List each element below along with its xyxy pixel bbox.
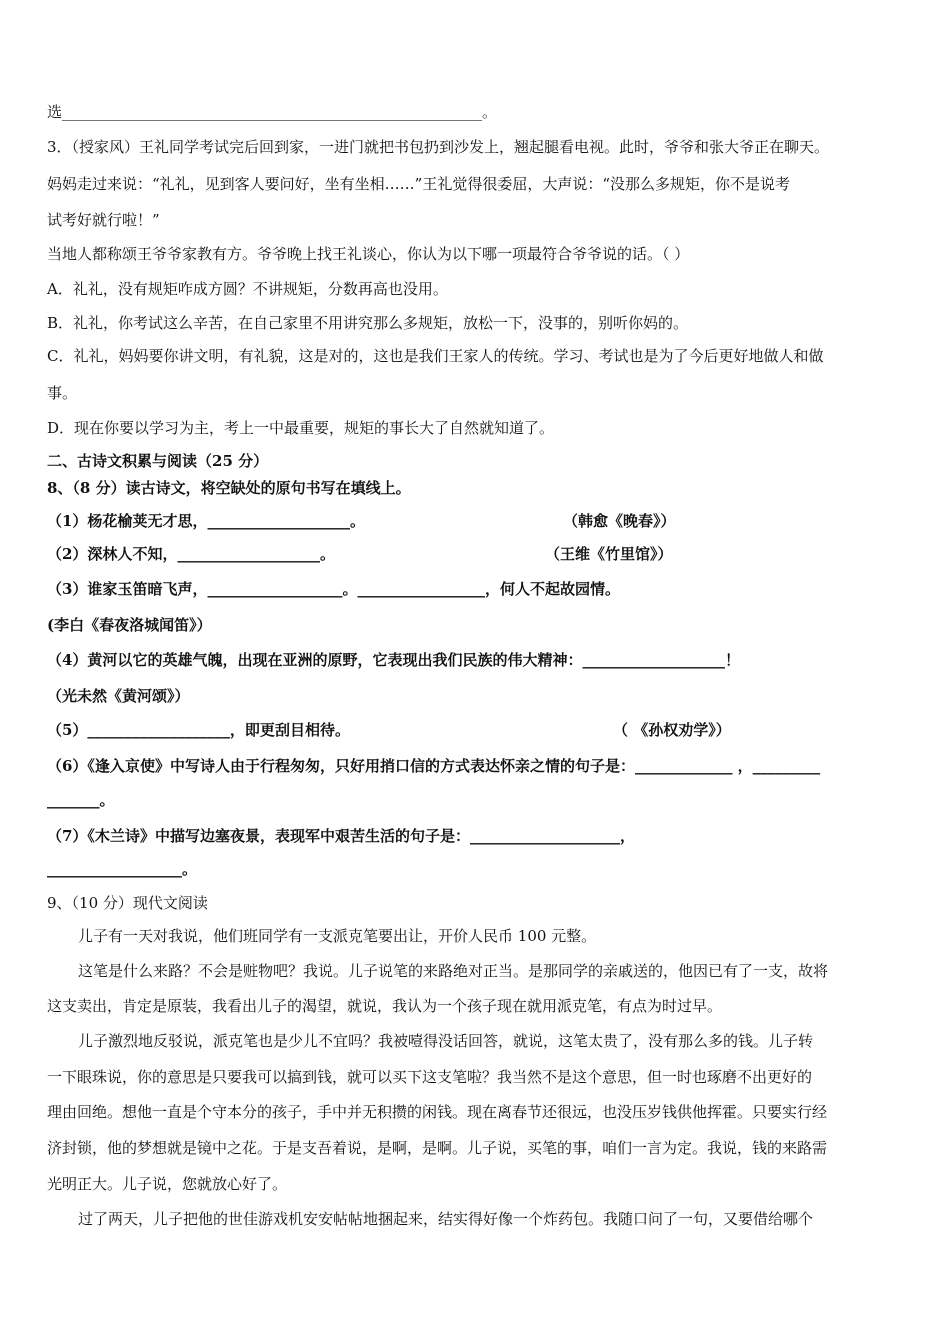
section-2-heading: 二、古诗文积累与阅读（25 分） (47, 452, 269, 470)
question-3-line-2: 妈妈走过来说：“礼礼，见到客人要问好，坐有坐相……”王礼觉得很委屈，大声说：“没那么多规矩，你不是说考 (47, 175, 791, 193)
poem-item-6-line-2: _______。 (47, 791, 115, 809)
poem-item-7-line-1: （7）《木兰诗》中描写边塞夜景，表现军中艰苦生活的句子是：____________________， (47, 827, 635, 845)
passage-paragraph-2-line-2: 这支卖出，肯定是原装，我看出儿子的渴望，就说，我认为一个孩子现在就用派克笔，有点为时过早。 (47, 997, 723, 1015)
passage-paragraph-3-line-2: 一下眼珠说，你的意思是只要我可以搞到钱，就可以买下这支笔啦？我当然不是这个意思，但一时也琢磨不出更好的 (47, 1068, 813, 1086)
passage-paragraph-4-line-1: 过了两天，儿子把他的世佳游戏机安安帖帖地捆起来，结实得好像一个炸药包。我随口问了一句，又要借给哪个 (78, 1210, 814, 1228)
option-d: D．现在你要以学习为主，考上一中最重要，规矩的事长大了自然就知道了。 (47, 419, 555, 437)
question-8-heading: 8、（8 分）读古诗文，将空缺处的原句书写在填线上。 (47, 479, 411, 497)
poem-item-6-line-1: （6）《逢入京使》中写诗人由于行程匆匆，只好用捎口信的方式表达怀亲之情的句子是：_____________ ，_________ (47, 757, 821, 775)
question-3-line-1: 3．（授家风）王礼同学考试完后回到家，一进门就把书包扔到沙发上，翘起腿看电视。此时，爷爷和张大爷正在聊天。 (47, 138, 830, 156)
option-c-line-2: 事。 (47, 384, 78, 402)
option-a: A．礼礼，没有规矩咋成方圆？不讲规矩，分数再高也没用。 (47, 280, 448, 298)
line-top-blank: 选________________________________________________________。 (47, 103, 498, 121)
passage-paragraph-1: 儿子有一天对我说，他们班同学有一支派克笔要出让，开价人民币 100 元整。 (78, 927, 597, 945)
poem-item-1-source: （韩愈《晚春》） (563, 512, 676, 530)
passage-paragraph-2-line-1: 这笔是什么来路？不会是赃物吧？我说。儿子说笔的来路绝对正当。是那同学的亲戚送的，他因已有了一支，故将 (78, 962, 829, 980)
poem-item-3-source: (李白《春夜洛城闻笛》） (47, 616, 212, 634)
poem-item-1: （1）杨花榆荚无才思，___________________。 (47, 512, 365, 530)
question-3-line-3: 试考好就行啦！” (47, 211, 160, 229)
poem-item-2-source: （王维《竹里馆》） (545, 545, 673, 563)
poem-item-3: （3）谁家玉笛暗飞声，__________________。_________________，何人不起故园情。 (47, 580, 620, 598)
question-9-heading: 9、（10 分）现代文阅读 (47, 894, 208, 912)
passage-paragraph-3-line-5: 光明正大。儿子说，您就放心好了。 (47, 1175, 288, 1193)
passage-paragraph-3-line-4: 济封锁，他的梦想就是镜中之花。于是支吾着说，是啊，是啊。儿子说，买笔的事，咱们一言为定。我说，钱的来路需 (47, 1139, 828, 1157)
poem-item-5-source: （ 《孙权劝学》） (613, 721, 731, 739)
poem-item-2: （2）深林人不知，___________________。 (47, 545, 335, 563)
poem-item-5: （5）___________________，即更刮目相待。 (47, 721, 350, 739)
poem-item-4-source: （光未然《黄河颂》） (47, 687, 190, 705)
question-3-line-4: 当地人都称颂王爷爷家教有方。爷爷晚上找王礼谈心，你认为以下哪一项最符合爷爷说的话。（ ） (47, 245, 690, 263)
passage-paragraph-3-line-3: 理由回绝。想他一直是个守本分的孩子，手中并无积攒的闲钱。现在离春节还很远，也没压岁钱供他挥霍。只要实行经 (47, 1103, 828, 1121)
passage-paragraph-3-line-1: 儿子激烈地反驳说，派克笔也是少儿不宜吗？我被噎得没话回答，就说，这笔太贵了，没有那么多的钱。儿子转 (78, 1032, 814, 1050)
poem-item-4: （4）黄河以它的英雄气魄，出现在亚洲的原野，它表现出我们民族的伟大精神：___________________！ (47, 651, 740, 669)
option-c-line-1: C．礼礼，妈妈要你讲文明，有礼貌，这是对的，这也是我们王家人的传统。学习、考试也是为了今后更好地做人和做 (47, 347, 824, 365)
poem-item-7-line-2: __________________。 (47, 860, 198, 878)
option-b: B．礼礼，你考试这么辛苦，在自己家里不用讲究那么多规矩，放松一下，没事的，别听你妈的。 (47, 314, 689, 332)
